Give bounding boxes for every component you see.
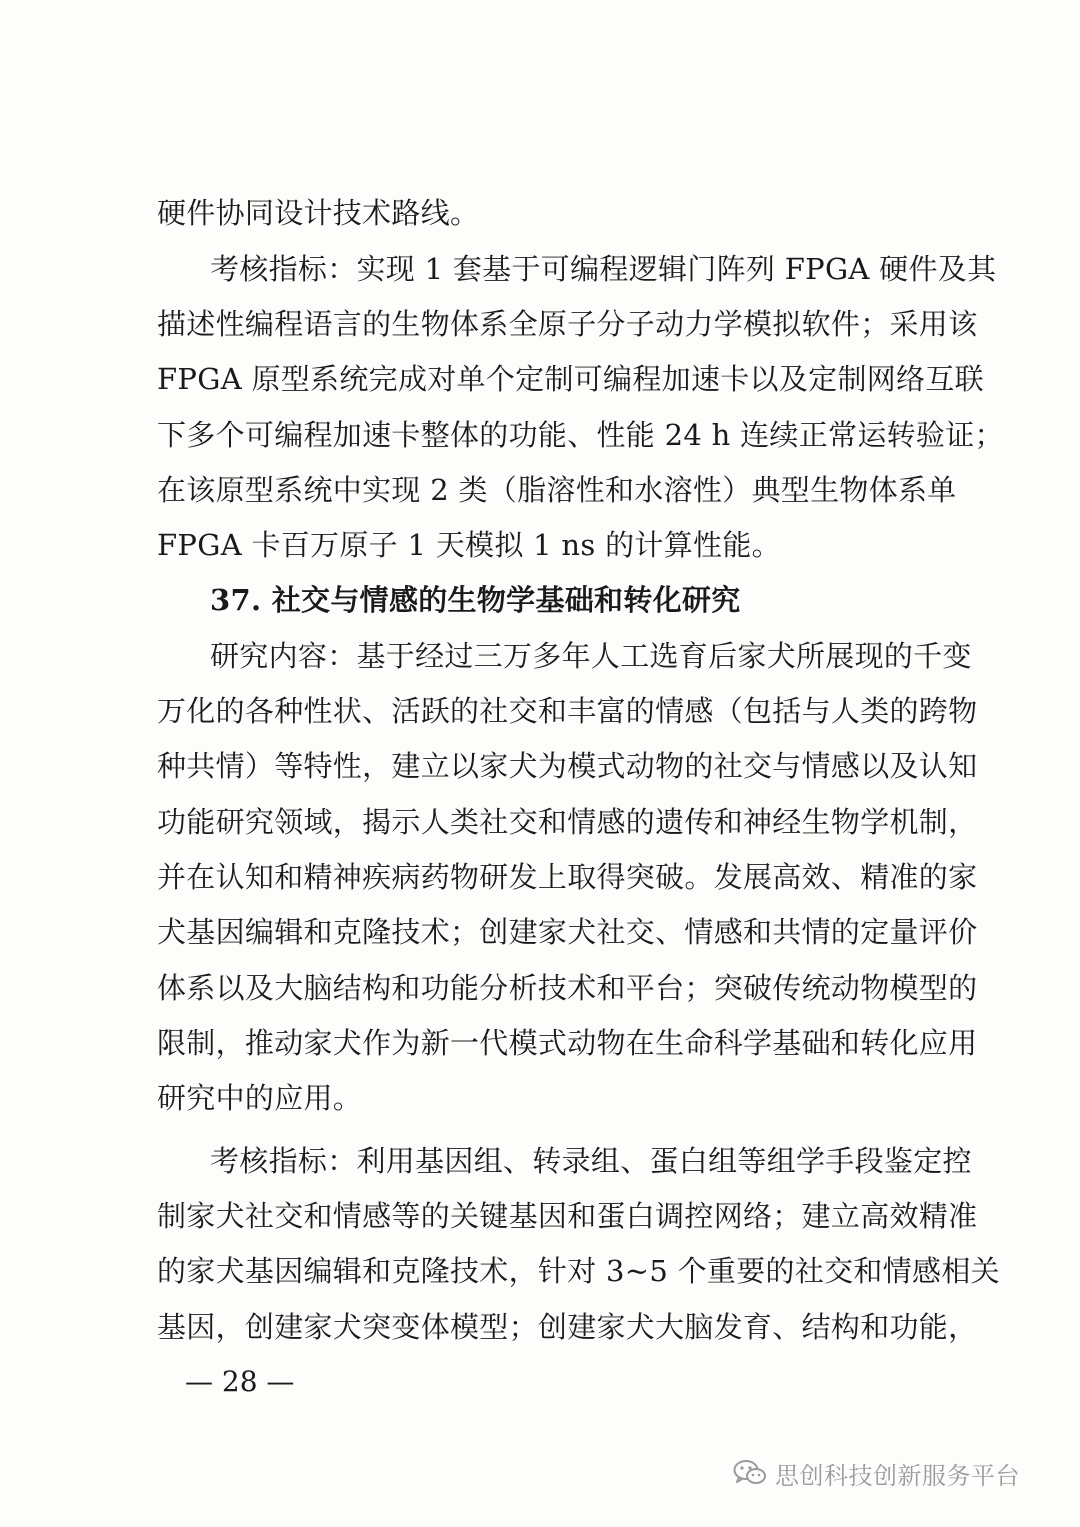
body-line: FPGA 卡百万原子 1 天模拟 1 ns 的计算性能。 xyxy=(157,528,781,562)
body-line: 基因，创建家犬突变体模型；创建家犬大脑发育、结构和功能， xyxy=(157,1310,978,1344)
research-content-paragraph: 研究内容：基于经过三万多年人工选育后家犬所展现的千变 xyxy=(210,639,972,673)
body-line: 制家犬社交和情感等的关键基因和蛋白调控网络；建立高效精准 xyxy=(157,1199,978,1233)
body-line: 体系以及大脑结构和功能分析技术和平台；突破传统动物模型的 xyxy=(157,971,978,1005)
body-line: 下多个可编程加速卡整体的功能、性能 24 h 连续正常运转验证； xyxy=(157,418,1004,452)
page-number: — 28 — xyxy=(185,1365,295,1398)
body-line: 的家犬基因编辑和克隆技术，针对 3~5 个重要的社交和情感相关 xyxy=(157,1254,1000,1288)
body-line: 功能研究领域，揭示人类社交和情感的遗传和神经生物学机制， xyxy=(157,805,978,839)
body-line: 种共情）等特性，建立以家犬为模式动物的社交与情感以及认知 xyxy=(157,749,978,783)
watermark-text: 思创科技创新服务平台 xyxy=(775,1461,1020,1490)
assessment-indicator-paragraph: 考核指标：实现 1 套基于可编程逻辑门阵列 FPGA 硬件及其 xyxy=(210,252,997,286)
body-line: FPGA 原型系统完成对单个定制可编程加速卡以及定制网络互联 xyxy=(157,362,984,396)
wechat-icon xyxy=(733,1459,767,1487)
section-heading: 37. 社交与情感的生物学基础和转化研究 xyxy=(210,583,741,617)
body-line: 研究中的应用。 xyxy=(157,1081,363,1115)
body-line: 硬件协同设计技术路线。 xyxy=(157,196,480,230)
assessment-indicator-paragraph: 考核指标：利用基因组、转录组、蛋白组等组学手段鉴定控 xyxy=(210,1144,972,1178)
body-line: 并在认知和精神疾病药物研发上取得突破。发展高效、精准的家 xyxy=(157,860,978,894)
body-line: 在该原型系统中实现 2 类（脂溶性和水溶性）典型生物体系单 xyxy=(157,473,957,507)
body-line: 犬基因编辑和克隆技术；创建家犬社交、情感和共情的定量评价 xyxy=(157,915,978,949)
body-line: 描述性编程语言的生物体系全原子分子动力学模拟软件；采用该 xyxy=(157,307,978,341)
body-line: 万化的各种性状、活跃的社交和丰富的情感（包括与人类的跨物 xyxy=(157,694,978,728)
body-line: 限制，推动家犬作为新一代模式动物在生命科学基础和转化应用 xyxy=(157,1026,978,1060)
watermark xyxy=(733,1453,1020,1493)
